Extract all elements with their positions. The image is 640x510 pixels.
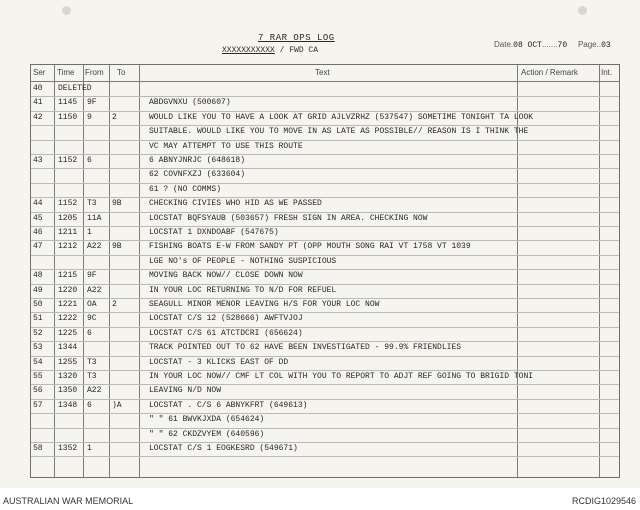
cell-ser: 43 bbox=[33, 156, 43, 165]
date-value: 08 OCT bbox=[513, 41, 542, 50]
cell-from: 1 bbox=[87, 444, 92, 453]
table-row bbox=[31, 212, 619, 227]
cell-to: 2 bbox=[112, 300, 117, 309]
date-block: Date.08 OCT.......70 Page..03 bbox=[494, 40, 611, 50]
cell-ser: 41 bbox=[33, 98, 43, 108]
punch-hole-right bbox=[578, 6, 587, 15]
footer-record-id: RCDIG1029546 bbox=[571, 496, 636, 506]
table-row bbox=[31, 226, 619, 241]
cell-text: TRACK POINTED OUT TO 62 HAVE BEEN INVESTIGATED - 99.9% FRIENDLIES bbox=[149, 343, 462, 353]
table-row bbox=[31, 312, 619, 327]
table-row bbox=[31, 96, 619, 111]
table-row bbox=[31, 240, 619, 255]
cell-from: 6 bbox=[87, 328, 92, 338]
cell-text: SEAGULL MINOR MENOR LEAVING H/S FOR YOUR LOC NOW bbox=[149, 300, 380, 309]
cell-time: 1205 bbox=[58, 213, 78, 223]
footer-archive-name: AUSTRALIAN WAR MEMORIAL bbox=[3, 496, 134, 506]
cell-text: " " 62 CKDZVYEM (640596) bbox=[149, 429, 265, 439]
table-row bbox=[31, 428, 619, 443]
cell-time: 1221 bbox=[58, 300, 78, 309]
cell-text: WOULD LIKE YOU TO HAVE A LOOK AT GRID AJLVZRHZ (537547) SOMETIME TONIGHT TA LOOK bbox=[149, 112, 534, 122]
cell-time: 1211 bbox=[58, 228, 78, 237]
cell-text: FISHING BOATS E-W FROM SANDY PT (OPP MOUTH SONG RAI VT 1758 VT 1039 bbox=[149, 242, 471, 252]
cell-time: 1352 bbox=[58, 444, 78, 453]
cell-from: T3 bbox=[87, 199, 97, 209]
cell-time: 1145 bbox=[58, 98, 78, 108]
cell-from: 1 bbox=[87, 228, 92, 237]
cell-ser: 57 bbox=[33, 400, 43, 410]
table-row bbox=[31, 140, 619, 155]
col-header-action: Action / Remark bbox=[521, 68, 578, 77]
cell-time: 1350 bbox=[58, 386, 78, 396]
cell-time: 1344 bbox=[58, 343, 78, 353]
cell-ser: 55 bbox=[33, 372, 43, 381]
table-row bbox=[31, 399, 619, 414]
table-row bbox=[31, 269, 619, 284]
col-header-text: Text bbox=[315, 68, 330, 77]
cell-time: 1348 bbox=[58, 400, 78, 410]
cell-ser: 58 bbox=[33, 444, 43, 453]
cell-time: 1152 bbox=[58, 199, 78, 209]
cell-text: 62 COVNFXZJ (633604) bbox=[149, 170, 246, 180]
table-row bbox=[31, 82, 619, 97]
cell-time: 1220 bbox=[58, 285, 78, 295]
cell-time: 1222 bbox=[58, 314, 78, 324]
col-header-ser: Ser bbox=[33, 68, 46, 77]
table-row bbox=[31, 413, 619, 428]
cell-ser: 51 bbox=[33, 314, 43, 324]
cell-to: 9B bbox=[112, 199, 122, 209]
cell-text: 61 ? (NO COMMS) bbox=[149, 184, 222, 194]
location: / FWD CA bbox=[279, 46, 319, 55]
cell-time: 1225 bbox=[58, 328, 78, 338]
table-row bbox=[31, 384, 619, 399]
cell-text: LOCSTAT C/S 12 (528666) AWFTVJOJ bbox=[149, 314, 303, 324]
col-header-time: Time bbox=[57, 68, 75, 77]
cell-text: MOVING BACK NOW// CLOSE DOWN NOW bbox=[149, 271, 303, 281]
date-label: Date bbox=[494, 40, 511, 49]
cell-text: CHECKING CIVIES WHO HID AS WE PASSED bbox=[149, 199, 322, 209]
cell-text: LOCSTAT 1 DXNDOABF (547675) bbox=[149, 228, 279, 237]
cell-from: T3 bbox=[87, 372, 97, 381]
cell-time: 1255 bbox=[58, 357, 78, 367]
cell-from: OA bbox=[87, 300, 97, 309]
cell-ser: 49 bbox=[33, 285, 43, 295]
cell-ser: 50 bbox=[33, 300, 43, 309]
cell-from: 9C bbox=[87, 314, 97, 324]
cell-from: A22 bbox=[87, 285, 102, 295]
cell-text: IN YOUR LOC RETURNING TO N/D FOR REFUEL bbox=[149, 285, 337, 295]
table-row bbox=[31, 255, 619, 270]
cell-text: VC MAY ATTEMPT TO USE THIS ROUTE bbox=[149, 141, 303, 151]
cell-text: LOCSTAT - 3 KLICKS EAST OF DD bbox=[149, 357, 289, 367]
log-title: 7 RAR OPS LOG bbox=[258, 33, 335, 43]
cell-ser: 53 bbox=[33, 343, 43, 353]
table-row bbox=[31, 111, 619, 126]
cell-from: 6 bbox=[87, 156, 92, 165]
cell-text: LOCSTAT . C/S 6 ABNYKFRT (649613) bbox=[149, 400, 308, 410]
cell-ser: 48 bbox=[33, 271, 43, 281]
cell-text: LEAVING N/D NOW bbox=[149, 386, 222, 396]
cell-text: 6 ABNYJNRJC (648618) bbox=[149, 156, 246, 165]
table-row bbox=[31, 183, 619, 198]
cell-from: 6 bbox=[87, 400, 92, 410]
table-row bbox=[31, 168, 619, 183]
cell-ser: 40 bbox=[33, 84, 43, 93]
cell-time: 1152 bbox=[58, 156, 78, 165]
cell-text: LOCSTAT BQFSYAUB (503657) FRESH SIGN IN AREA. CHECKING NOW bbox=[149, 213, 428, 223]
table-row bbox=[31, 442, 619, 457]
page-label: Page bbox=[577, 40, 597, 49]
cell-ser: 42 bbox=[33, 112, 43, 122]
cell-ser: 46 bbox=[33, 228, 43, 237]
year-value: 70 bbox=[557, 41, 568, 50]
cell-from: A22 bbox=[87, 386, 102, 396]
cell-text: LOCSTAT C/S 1 EOGKESRD (549671) bbox=[149, 444, 298, 453]
cell-ser: 47 bbox=[33, 242, 43, 252]
archive-footer bbox=[0, 494, 640, 510]
log-subtitle bbox=[222, 46, 318, 55]
cell-text: LGE NO's OF PEOPLE - NOTHING SUSPICIOUS bbox=[149, 256, 337, 266]
page-value: 03 bbox=[601, 41, 611, 50]
cell-ser: 54 bbox=[33, 357, 43, 367]
table-row bbox=[31, 154, 619, 169]
table-row bbox=[31, 327, 619, 342]
cell-from: 9 bbox=[87, 112, 92, 122]
table-row bbox=[31, 356, 619, 371]
cell-text: IN YOUR LOC NOW// CMF LT COL WITH YOU TO REPORT TO ADJT REF GOING TO BRIGID TONI bbox=[149, 372, 534, 381]
cell-from: 11A bbox=[87, 213, 102, 223]
cell-from: 9F bbox=[87, 271, 97, 281]
cell-time: 1215 bbox=[58, 271, 78, 281]
punch-hole-left bbox=[62, 6, 71, 15]
cell-ser: 44 bbox=[33, 199, 43, 209]
cell-time: 1212 bbox=[58, 242, 78, 252]
table-row bbox=[31, 370, 619, 385]
cell-text: " " 61 BWVKJXDA (654624) bbox=[149, 415, 265, 425]
table-row bbox=[31, 197, 619, 212]
col-header-from: From bbox=[85, 68, 104, 77]
col-header-to: To bbox=[117, 68, 126, 77]
table-row bbox=[31, 298, 619, 313]
col-header-int: Int. bbox=[601, 68, 613, 77]
cell-from: T3 bbox=[87, 357, 97, 367]
cell-time: 1150 bbox=[58, 112, 78, 122]
redacted-unit: XXXXXXXXXXX bbox=[222, 46, 275, 55]
cell-to: 9B bbox=[112, 242, 122, 252]
cell-time: 1320 bbox=[58, 372, 78, 381]
table-row bbox=[31, 125, 619, 140]
cell-to: 2 bbox=[112, 112, 117, 122]
cell-ser: 45 bbox=[33, 213, 43, 223]
cell-time: DELETED bbox=[58, 84, 92, 93]
cell-to: )A bbox=[112, 400, 122, 410]
table-row bbox=[31, 341, 619, 356]
table-row bbox=[31, 284, 619, 299]
cell-text: ABDGVNXU (500607) bbox=[149, 98, 231, 108]
cell-text: LOCSTAT C/S 61 ATCTDCRI (656624) bbox=[149, 328, 303, 338]
cell-ser: 52 bbox=[33, 328, 43, 338]
log-table bbox=[30, 64, 620, 478]
cell-text: SUITABLE. WOULD LIKE YOU TO MOVE IN AS LATE AS POSSIBLE// REASON IS I THINK THE bbox=[149, 127, 529, 137]
cell-from: A22 bbox=[87, 242, 102, 252]
cell-from: 9F bbox=[87, 98, 97, 108]
cell-ser: 56 bbox=[33, 386, 43, 396]
